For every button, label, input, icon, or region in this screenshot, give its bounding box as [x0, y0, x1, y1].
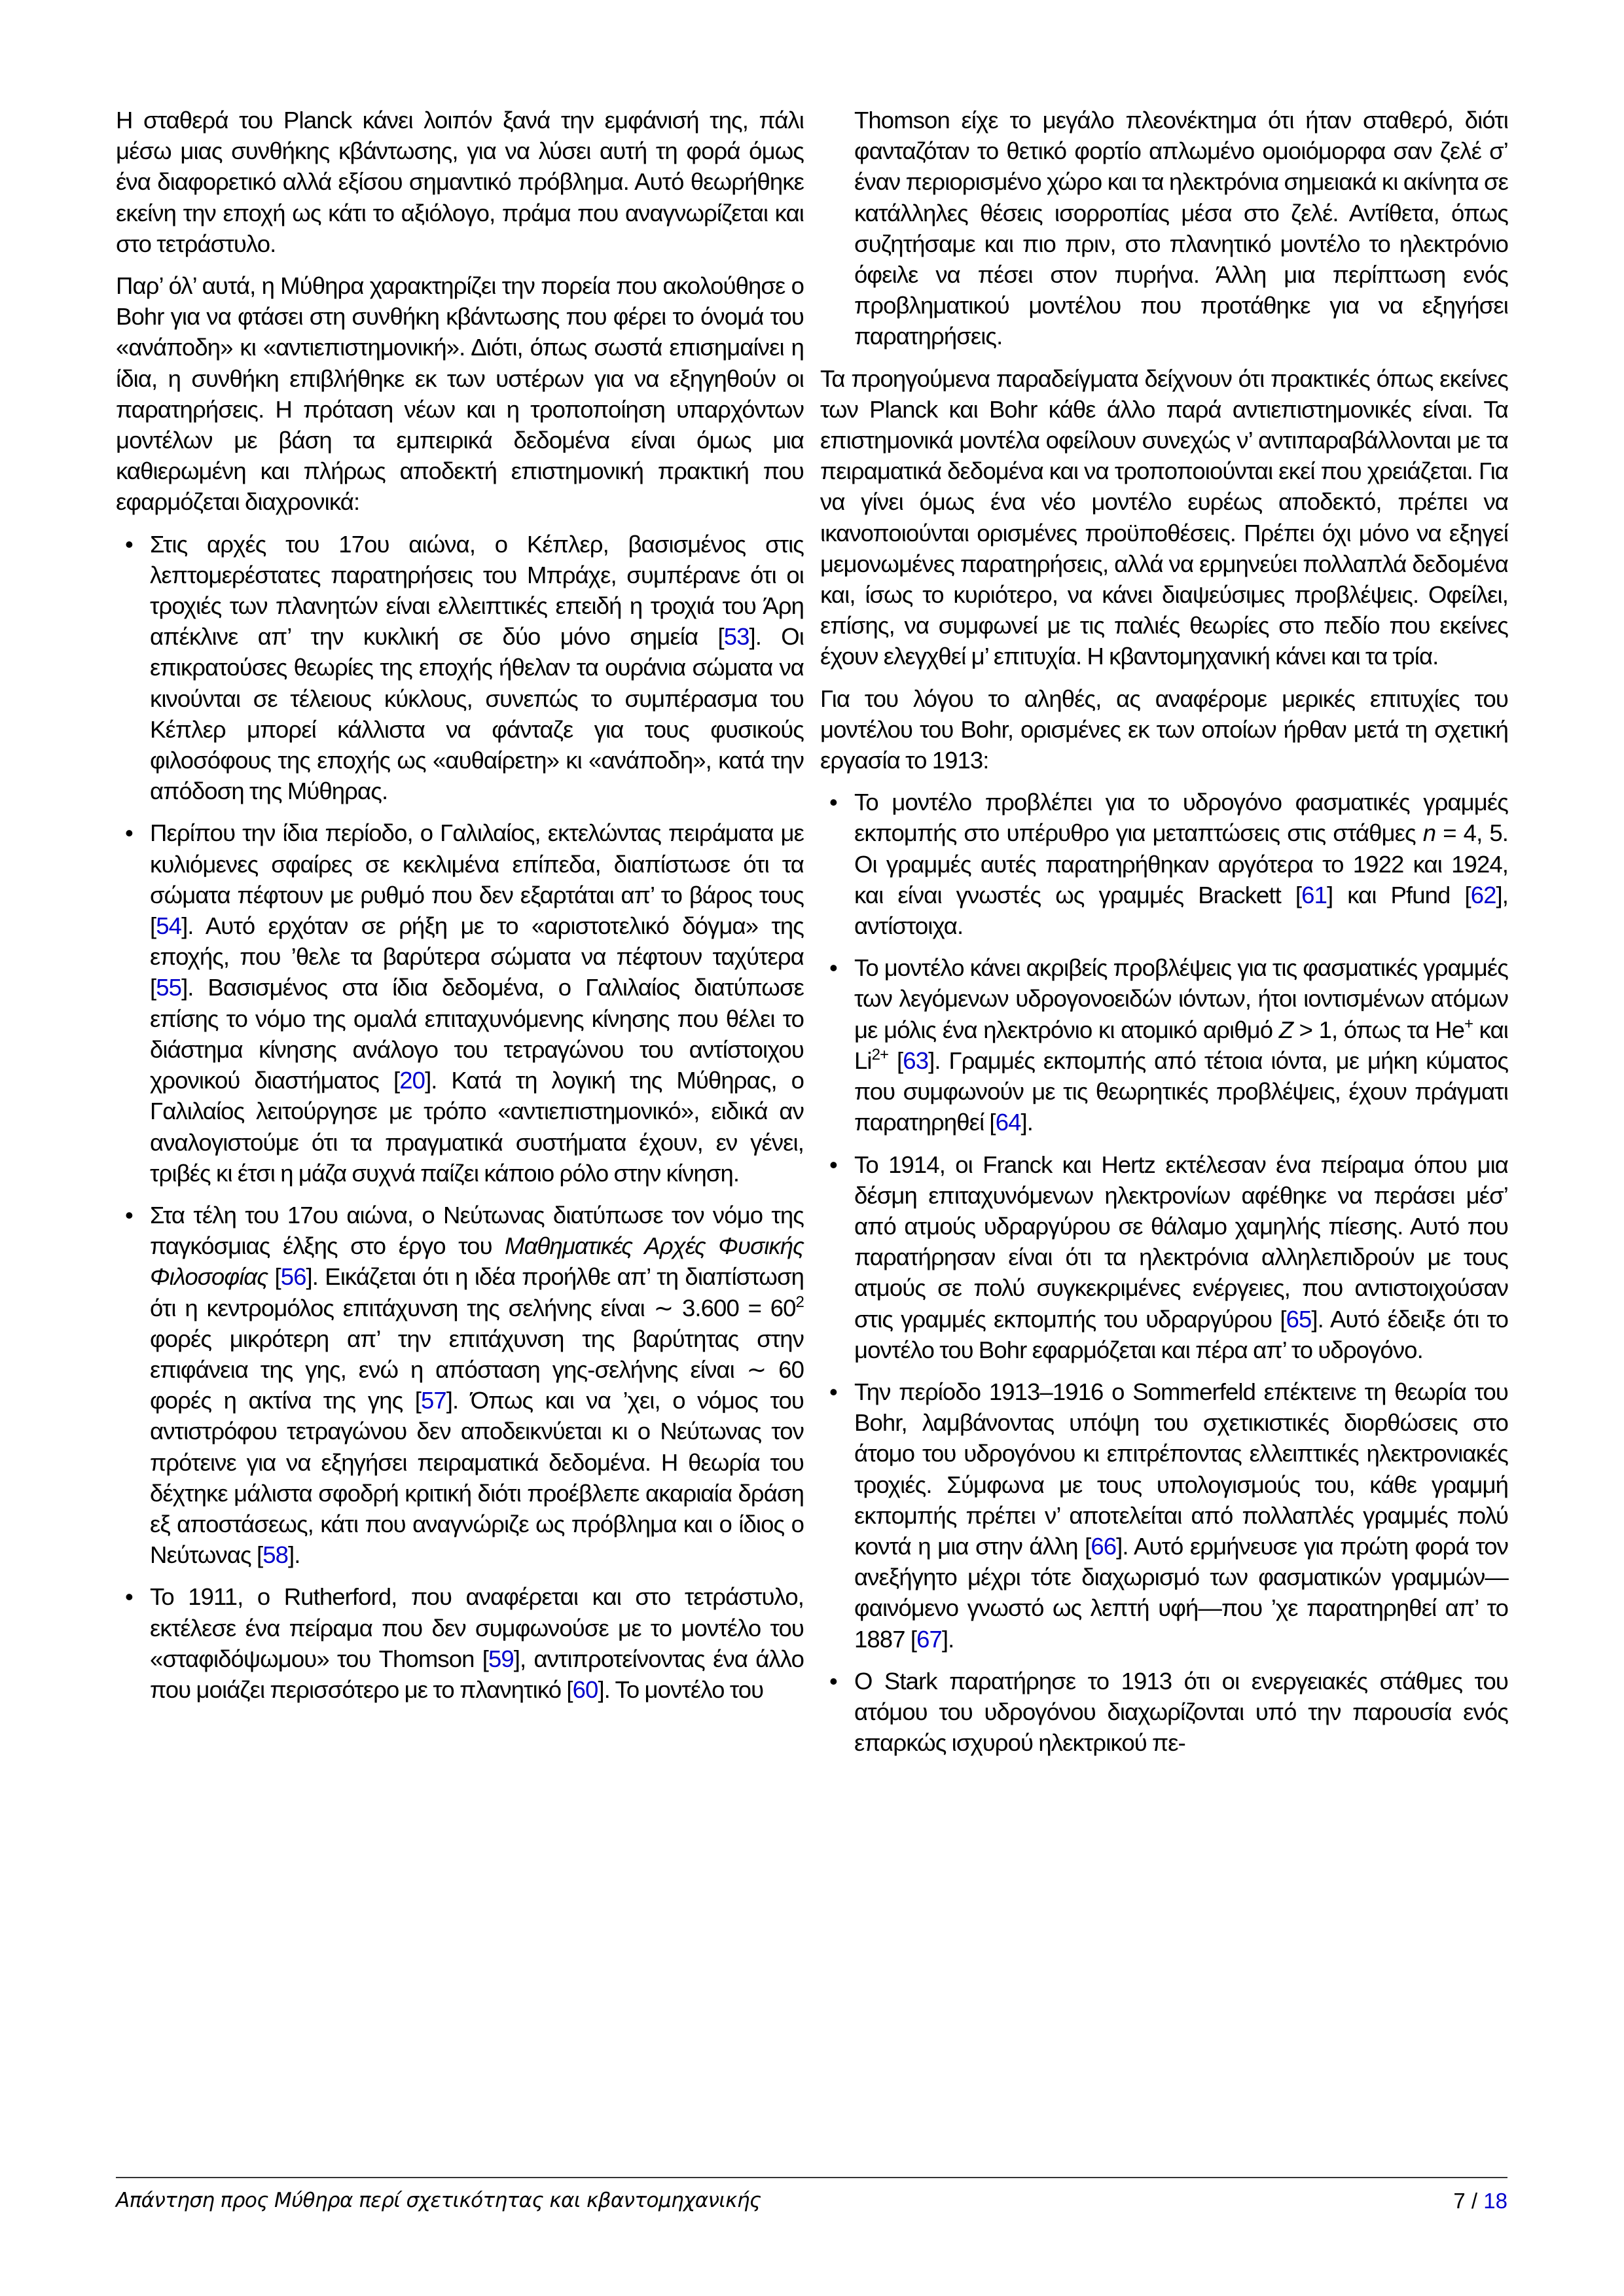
examples-list	[116, 529, 804, 1706]
left-column	[116, 105, 804, 1716]
list-item-rutherford-continued: Thomson είχε το μεγάλο πλεονέκτημα ότι ήταν σταθερό, διότι φανταζόταν το θετικό φορτίο απλωμένο ομοιόμορφα σαν ζελέ σ’ έναν περιορισμένο χώρο και τα ηλεκτρόνια σημειακά κι ακίνητα σε κατάλληλες θέσεις ισορροπίας μέσα στο ζελέ. Αντίθετα, όπως συζητήσαμε και πιο πριν, στο πλανητικό μοντέλο το ηλεκτρόνιο όφειλε να πέσει στον πυρήνα. Άλλη μια περίπτωση ενός προβληματικού μοντέλου που προτάθηκε για να εξηγήσει παρατηρήσεις.	[854, 107, 1508, 350]
list-item-hydrogenic-ions: • Το μοντέλο κάνει ακριβείς προβλέψεις για τις φασματικές γραμμές των λεγόμενων υδρογονοειδών ιόντων, ήτοι ιοντισμένων ατόμων με μόλις ένα ηλεκτρόνιο κι ατομικό αριθμό Z > 1, όπως τα He+ και $Li^{2+}$ [63]. Γραμμές εκπομπής από τέτοια ιόντα, με μήκη κύματος που συμφωνούν με τις θεωρητικές προβλέψεις, έχουν πράγματι παρατηρηθεί [64].	[820, 952, 1508, 1138]
paragraph-mythira-bohr: Παρ’ όλ’ αυτά, η Μύθηρα χαρακτηρίζει την πορεία που ακολούθησε ο Bohr για να φτάσει στη συνθήκη κβάντωσης που φέρει το όνομά του «ανάποδη» κι «αντιεπιστημονική». Διότι, όπως σωστά επισημαίνει η ίδια, η συνθήκη επιβλήθηκε εκ των υστέρων για να εξηγηθούν οι παρατηρήσεις. Η πρόταση νέων και η τροποποίηση υπαρχόντων μοντέλων με βάση τα εμπειρικά δεδομένα είναι όμως μια καθιερωμένη και πλήρως αποδεκτή επιστημονική πρακτική που εφαρμόζεται διαχρονικά:	[116, 272, 804, 516]
paragraph-bohr-successes-intro: Για του λόγου το αληθές, ας αναφέρομε μερικές επιτυχίες του μοντέλου του Bohr, ορισμένες εκ των οποίων ήρθαν μετά τη σχετική εργασία το 1913:	[820, 685, 1508, 774]
citation-link[interactable]: 59	[488, 1645, 514, 1672]
superscript: +	[1464, 1014, 1473, 1033]
book-title: Μαθηματικές Αρχές Φυσικής Φιλοσοφίας	[150, 1232, 804, 1291]
superscript: 2+	[871, 1045, 889, 1064]
citation-link[interactable]: 65	[1286, 1305, 1312, 1333]
list-item-rutherford: • Το 1911, ο Rutherford, που αναφέρεται και στο τετράστυλο, εκτέλεσε ένα πείραμα που δεν συμφωνούσε με το μοντέλο του «σταφιδόψωμου» του Thomson [59], αντιπροτείνοντας ένα άλλο που μοιάζει περισσότερο με το πλανητικό [60]. Το μοντέλο του	[116, 1581, 804, 1705]
citation-link[interactable]: 56	[280, 1263, 306, 1291]
citation-link[interactable]: 62	[1470, 881, 1496, 908]
page-total-link[interactable]: 18	[1483, 2189, 1507, 2213]
list-item-kepler: • Στις αρχές του 17ου αιώνα, ο Κέπλερ, βασισμένος στις λεπτομερέστατες παρατηρήσεις του Μπράχε, συμπέρανε ότι οι τροχιές των πλανητών είναι ελλειπτικές επειδή η τροχιά του Άρη απέκλινε απ’ την κυκλική σε δύο μόνο σημεία [53]. Οι επικρατούσες θεωρίες της εποχής ήθελαν τα ουράνια σώματα να κινούνται σε τέλειους κύκλους, συνεπώς το συμπέρασμα του Κέπλερ μπορεί κάλλιστα να φάνταζε για τους φυσικούς φιλοσόφους της εποχής ως «αυθαίρετη» κι «ανάποδη», κατά την απόδοση της Μύθηρας.	[116, 529, 804, 807]
page-number	[1453, 2189, 1507, 2214]
paragraph-planck: Η σταθερά του Planck κάνει λοιπόν ξανά την εμφάνισή της, πάλι μέσω μιας συνθήκης κβάντωσης, για να λύσει αυτή τη φορά όμως ένα διαφορετικό αλλά εξίσου σημαντικό πρόβλημα. Αυτό θεωρήθηκε εκείνη την εποχή ως κάτι το αξιόλογο, πράμα που αναγνωρίζεται και στο τετράστυλο.	[116, 107, 804, 257]
citation-link[interactable]: 60	[572, 1676, 598, 1703]
bohr-successes-list	[820, 787, 1508, 1758]
citation-link[interactable]: 63	[903, 1047, 929, 1074]
list-item-sommerfeld: • Την περίοδο 1913–1916 ο Sommerfeld επέκτεινε τη θεωρία του Bohr, λαμβάνοντας υπόψη του σχετικιστικές διορθώσεις στο άτομο του υδρογόνου κι επιτρέποντας ελλειπτικές ηλεκτρονιακές τροχιές. Σύμφωνα με τους υπολογισμούς του, κάθε γραμμή εκπομπής πρέπει ν’ αποτελείται από πολλαπλές γραμμές πολύ κοντά η μια στην άλλη [66]. Αυτό ερμήνευσε για πρώτη φορά τον ανεξήγητο μέχρι τότε διαχωρισμό των φασματικών γραμμών—φαινόμενο γνωστό ως λεπτή υφή—που ’χε παρατηρηθεί απ’ το 1887 [67].	[820, 1376, 1508, 1655]
paragraph-scientific-practice: Τα προηγούμενα παραδείγματα δείχνουν ότι πρακτικές όπως εκείνες των Planck και Bohr κάθε άλλο παρά αντιεπιστημονικές είναι. Τα επιστημονικά μοντέλα οφείλουν συνεχώς ν’ αντιπαραβάλλονται με τα πειραματικά δεδομένα και να τροποποιούνται εκεί που χρειάζεται. Για να γίνει όμως ένα νέο μοντέλο ευρέως αποδεκτό, πρέπει να ικανοποιούνται ορισμένες προϋποθέσεις. Πρέπει όχι μόνο να εξηγεί μεμονωμένες παρατηρήσεις, αλλά να ερμηνεύει πολλαπλά δεδομένα και, ίσως το κυριότερο, να κάνει διαψεύσιμες προβλέψεις. Οφείλει, επίσης, να συμφωνεί με τις παλιές θεωρίες στο πεδίο που εκείνες έχουν ελεγχθεί μ’ επιτυχία. Η κβαντομηχανική κάνει και τα τρία.	[820, 365, 1508, 670]
list-item-brackett-pfund: • Το μοντέλο προβλέπει για το υδρογόνο φασματικές γραμμές εκπομπής στο υπέρυθρο για μεταπτώσεις στις στάθμες n = 4, 5. Οι γραμμές αυτές παρατηρήθηκαν αργότερα το 1922 και 1924, και είναι γνωστές ως γραμμές Brackett [61] και Pfund [62], αντίστοιχα.	[820, 787, 1508, 941]
math-variable: Z	[1278, 1016, 1293, 1043]
citation-link[interactable]: 61	[1301, 881, 1327, 908]
list-item-galileo: • Περίπου την ίδια περίοδο, ο Γαλιλαίος, εκτελώντας πειράματα με κυλιόμενες σφαίρες σε κεκλιμένα επίπεδα, διαπίστωσε ότι τα σώματα πέφτουν με ρυθμό που δεν εξαρτάται απ’ το βάρος τους [54]. Αυτό ερχόταν σε ρήξη με το «αριστοτελικό δόγμα» της εποχής, που ’θελε τα βαρύτερα σώματα να πέφτουν ταχύτερα [55]. Βασισμένος στα ίδια δεδομένα, ο Γαλιλαίος διατύπωσε επίσης το νόμο της ομαλά επιταχυνόμενης κίνησης που θέλει το διάστημα κίνησης ανάλογο του τετραγώνου του αντίστοιχου χρονικού διαστήματος [20]. Κατά τη λογική της Μύθηρας, ο Γαλιλαίος λειτούργησε με τρόπο «αντιεπιστημονικό», ειδικά αν αναλογιστούμε ότι τα πραγματικά συστήματα έχουν, εν γένει, τριβές κι έτσι η μάζα συχνά παίζει κάποιο ρόλο στην κίνηση.	[116, 817, 804, 1188]
citation-link[interactable]: 20	[399, 1067, 425, 1094]
citation-link[interactable]: 54	[156, 912, 182, 940]
citation-link[interactable]: 53	[723, 623, 749, 651]
superscript: 2	[795, 1293, 804, 1311]
citation-link[interactable]: 66	[1091, 1532, 1117, 1560]
footer-divider	[116, 2177, 1507, 2178]
running-footer-title: Απάντηση προς Μύθηρα περί σχετικότητας και κβαντομηχανικής	[116, 2189, 761, 2212]
page-separator: /	[1465, 2189, 1484, 2213]
citation-link[interactable]: 67	[916, 1625, 942, 1653]
citation-link[interactable]: 64	[995, 1109, 1021, 1136]
citation-link[interactable]: 58	[262, 1541, 289, 1569]
list-item-stark: • Ο Stark παρατήρησε το 1913 ότι οι ενεργειακές στάθμες του ατόμου του υδρογόνου διαχωρίζονται υπό την παρουσία ενός επαρκώς ισχυρού ηλεκτρικού πε-	[820, 1666, 1508, 1759]
math-variable: n	[1422, 819, 1436, 847]
citation-link[interactable]: 57	[420, 1387, 446, 1414]
page-current: 7	[1453, 2189, 1466, 2213]
citation-link[interactable]: 55	[156, 974, 182, 1001]
right-column	[820, 105, 1508, 1769]
list-item-newton: • Στα τέλη του 17ου αιώνα, ο Νεύτωνας διατύπωσε τον νόμο της παγκόσμιας έλξης στο έργο του Μαθηματικές Αρχές Φυσικής Φιλοσοφίας [56]. Εικάζεται ότι η ιδέα προήλθε απ’ τη διαπίστωση ότι η κεντρομόλος επιτάχυνση της σελήνης είναι ∼ $3.600 = 60^2$ φορές μικρότερη απ’ την επιτάχυνση της βαρύτητας στην επιφάνεια της γης, ενώ η απόσταση γης-σελήνης είναι ∼ 60 φορές η ακτίνα της γης [57]. Όπως και να ’χει, ο νόμος του αντιστρόφου τετραγώνου δεν αποδεικνύεται κι ο Νεύτωνας τον πρότεινε για να εξηγήσει πειραματικά δεδομένα. Η θεωρία του δέχτηκε μάλιστα σφοδρή κριτική διότι προέβλεπε ακαριαία δράση εξ αποστάσεως, κάτι που αναγνώριζε ως πρόβλημα και ο ίδιος ο Νεύτωνας [58].	[116, 1200, 804, 1570]
list-item-franck-hertz: • Το 1914, οι Franck και Hertz εκτέλεσαν ένα πείραμα όπου μια δέσμη επιταχυνόμενων ηλεκτρονίων αφέθηκε να περάσει μέσ’ από ατμούς υδραργύρου σε θάλαμο χαμηλής πίεσης. Αυτό που παρατήρησαν είναι ότι τα ηλεκτρόνια αλληλεπιδρούν με τους ατμούς σε πολύ συγκεκριμένες ενέργειες, που αντιστοιχούσαν στις γραμμές εκπομπής του υδραργύρου [65]. Αυτό έδειξε ότι το μοντέλο του Bohr εφαρμόζεται και πέρα απ’ το υδρογόνο.	[820, 1149, 1508, 1365]
